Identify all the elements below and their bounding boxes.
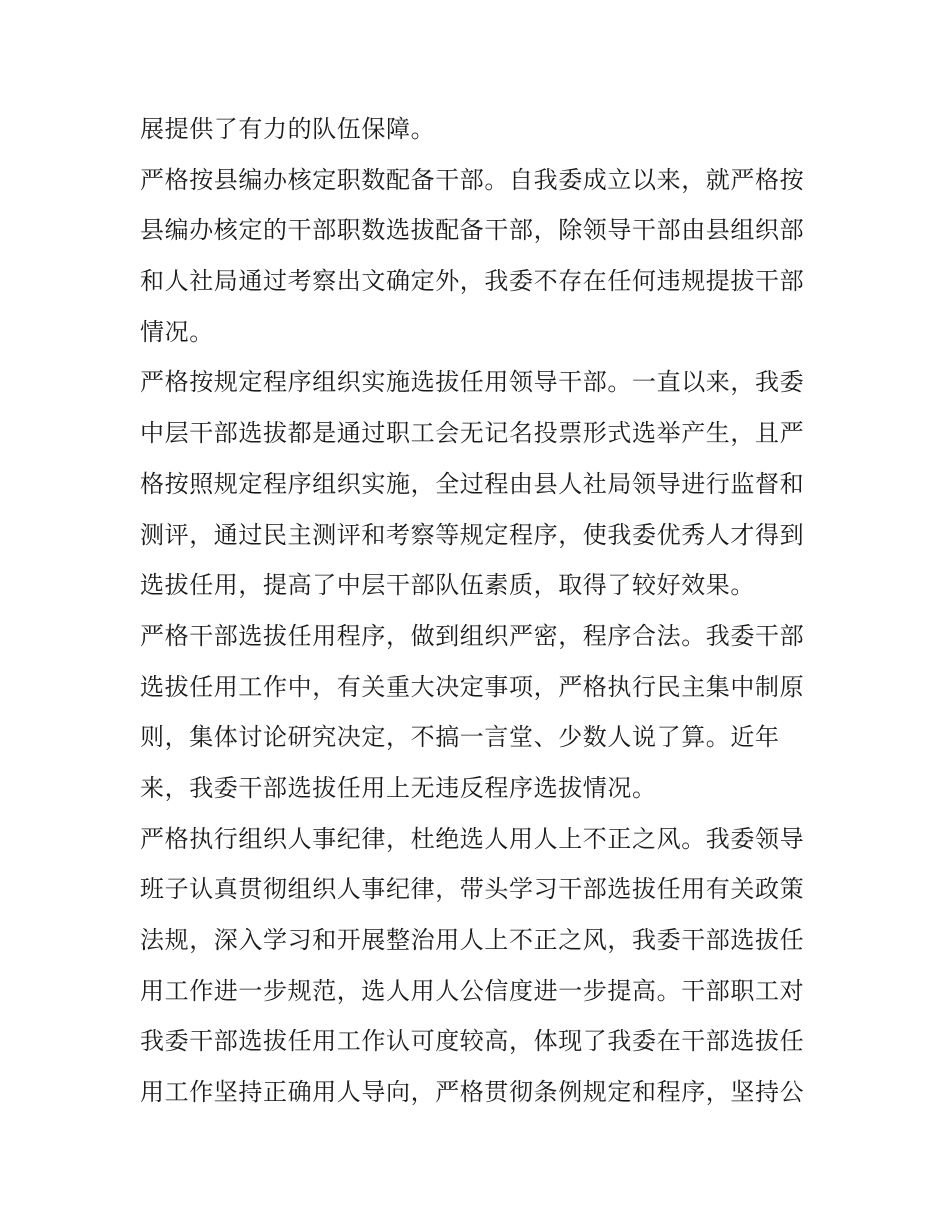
text-line: 选拔任用，提高了中层干部队伍素质，取得了较好效果。 (140, 571, 755, 600)
text-line: 严格执行组织人事纪律，杜绝选人用人上不正之风。我委领导 (140, 824, 805, 853)
text-line: 我委干部选拔任用工作认可度较高，体现了我委在干部选拔任 (140, 1027, 805, 1056)
text-line: 班子认真贯彻组织人事纪律，带头学习干部选拔任用有关政策 (140, 875, 805, 904)
text-line: 县编办核定的干部职数选拔配备干部，除领导干部由县组织部 (140, 216, 805, 245)
text-line: 严格按规定程序组织实施选拔任用领导干部。一直以来，我委 (140, 368, 805, 397)
text-line: 严格干部选拔任用程序，做到组织严密，程序合法。我委干部 (140, 621, 805, 650)
text-line: 展提供了有力的队伍保障。 (140, 115, 436, 143)
text-line: 用工作进一步规范，选人用人公信度进一步提高。干部职工对 (140, 976, 805, 1005)
document-body (140, 104, 820, 1118)
text-line: 选拔任用工作中，有关重大决定事项，严格执行民主集中制原 (140, 672, 805, 701)
text-line: 法规，深入学习和开展整治用人上不正之风，我委干部选拔任 (140, 926, 805, 954)
text-line: 格按照规定程序组织实施，全过程由县人社局领导进行监督和 (140, 469, 805, 498)
text-line: 严格按县编办核定职数配备干部。自我委成立以来，就严格按 (140, 165, 805, 194)
text-line: 测评，通过民主测评和考察等规定程序，使我委优秀人才得到 (140, 520, 805, 549)
text-line: 和人社局通过考察出文确定外，我委不存在任何违规提拔干部 (140, 267, 805, 296)
text-line: 情况。 (140, 317, 214, 346)
text-line: 中层干部选拔都是通过职工会无记名投票形式选举产生，且严 (140, 419, 805, 448)
text-line: 用工作坚持正确用人导向，严格贯彻条例规定和程序，坚持公 (140, 1078, 805, 1107)
text-line: 则，集体讨论研究决定，不搞一言堂、少数人说了算。近年 (140, 723, 780, 752)
text-line: 来，我委干部选拔任用上无违反程序选拔情况。 (140, 773, 657, 802)
